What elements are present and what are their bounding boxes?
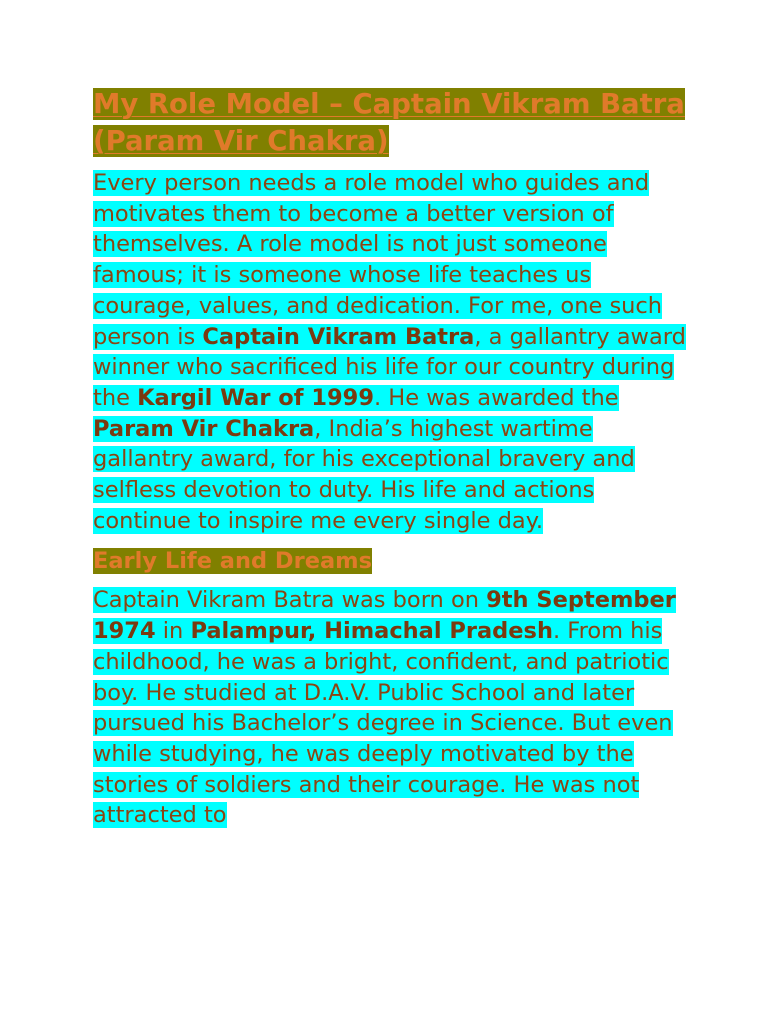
early-bold-birthplace: Palampur, Himachal Pradesh <box>190 618 553 645</box>
intro-text-2: , a gallantry award winner who sacrificed his life for our country during the <box>93 323 686 411</box>
section-heading-early-life-text: Early Life and Dreams <box>93 548 372 575</box>
intro-text-1: Every person needs a role model who guides and motivates them to become a better version of themselves. A role model is not just someone famous; it is someone whose life teaches us courage, values, and dedication. For me, one such person is <box>93 170 663 350</box>
intro-text-3: . He was awarded the <box>374 384 619 411</box>
intro-text-4: , India’s highest wartime gallantry award, for his exceptional bravery and selfless devotion to duty. His life and actions continue to inspire me every single day. <box>93 415 635 534</box>
intro-paragraph <box>93 168 693 536</box>
early-life-paragraph <box>93 585 693 831</box>
early-bold-birthdate: 9th September 1974 <box>93 587 676 645</box>
intro-highlight <box>93 170 686 534</box>
early-life-highlight <box>93 587 676 828</box>
section-heading-early-life <box>93 546 693 576</box>
intro-bold-name: Captain Vikram Batra <box>202 323 475 350</box>
early-text-1: Captain Vikram Batra was born on <box>93 587 487 614</box>
intro-bold-war: Kargil War of 1999 <box>137 384 374 411</box>
early-text-2: in <box>155 618 191 645</box>
document-title-text: My Role Model – Captain Vikram Batra (Param Vir Chakra) <box>93 88 685 157</box>
document-title <box>93 86 693 160</box>
document-page <box>93 86 693 831</box>
intro-bold-award: Param Vir Chakra <box>93 415 315 442</box>
early-text-3: . From his childhood, he was a bright, confident, and patriotic boy. He studied at D.A.V. Public School and later pursued his Bachelor’s degree in Science. But even while studying, he was deeply motivated by the stories of soldiers and their courage. He was not attracted to <box>93 618 673 829</box>
